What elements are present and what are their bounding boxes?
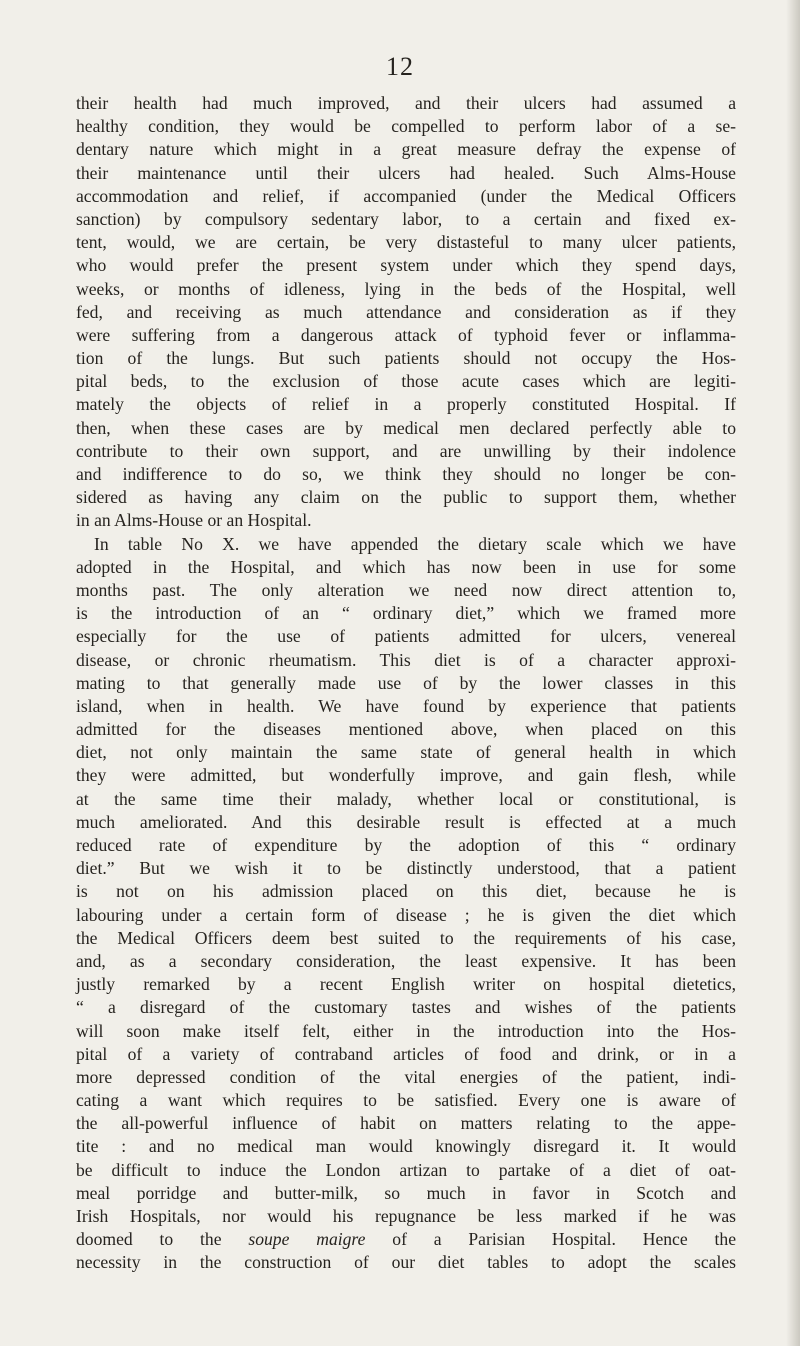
body-text: [76, 92, 736, 1275]
text-line: more depressed condition of the vital energies of the patient, indi-: [76, 1066, 736, 1087]
text-line: will soon make itself felt, either in the introduction into the Hos-: [76, 1020, 736, 1041]
text-line: mating to that generally made use of by the lower classes in this: [76, 672, 736, 693]
text-line: adopted in the Hospital, and which has now been in use for some: [76, 556, 736, 577]
text-line: necessity in the construction of our diet tables to adopt the scales: [76, 1252, 736, 1273]
text-line: the Medical Officers deem best suited to the requirements of his case,: [76, 927, 736, 948]
text-line: is not on his admission placed on this diet, because he is: [76, 881, 736, 902]
text-line-with-italic: [76, 1228, 736, 1251]
text-line: much ameliorated. And this desirable result is effected at a much: [76, 811, 736, 832]
text-line: were suffering from a dangerous attack of typhoid fever or inflamma-: [76, 324, 736, 345]
text-line: pital beds, to the exclusion of those acute cases which are legiti-: [76, 371, 736, 392]
text-line: diet.” But we wish it to be distinctly understood, that a patient: [76, 858, 736, 879]
text-line: they were admitted, but wonderfully improve, and gain flesh, while: [76, 765, 736, 786]
text-line: labouring under a certain form of disease ; he is given the diet which: [76, 904, 736, 925]
text-line: who would prefer the present system under which they spend days,: [76, 255, 736, 276]
text-line: at the same time their malady, whether local or constitutional, is: [76, 788, 736, 809]
text-line: mately the objects of relief in a properly constituted Hospital. If: [76, 394, 736, 415]
page-number: 12: [386, 52, 414, 81]
text-line: especially for the use of patients admitted for ulcers, venereal: [76, 626, 736, 647]
text-line: and indifference to do so, we think they should no longer be con-: [76, 464, 736, 484]
text-line: sanction) by compulsory sedentary labor, to a certain and fixed ex-: [76, 208, 736, 229]
paragraph-start-line: In table No X. we have appended the dietary scale which we have: [94, 533, 736, 554]
text-line: justly remarked by a recent English writer on hospital dietetics,: [76, 974, 736, 995]
text-line: tent, would, we are certain, be very distasteful to many ulcer patients,: [76, 232, 736, 253]
text-line: admitted for the diseases mentioned above, when placed on this: [76, 719, 736, 740]
text-line: reduced rate of expenditure by the adoption of this “ ordinary: [76, 835, 736, 855]
text-line: months past. The only alteration we need now direct attention to,: [76, 579, 736, 600]
text-line: disease, or chronic rheumatism. This diet is of a character approxi-: [76, 649, 736, 670]
text-line: island, when in health. We have found by experience that patients: [76, 695, 736, 716]
text-line: tite : and no medical man would knowingly disregard it. It would: [76, 1136, 736, 1157]
text-line: and, as a secondary consideration, the least expensive. It has been: [76, 950, 736, 971]
text-line: be difficult to induce the London artizan to partake of a diet of oat-: [76, 1159, 736, 1180]
text-line: weeks, or months of idleness, lying in the beds of the Hospital, well: [76, 278, 736, 299]
paragraph-end-line: in an Alms-House or an Hospital.: [76, 510, 312, 531]
text-line: healthy condition, they would be compelled to perform labor of a se-: [76, 116, 736, 137]
text-line: accommodation and relief, if accompanied (under the Medical Officers: [76, 185, 736, 206]
text-line: contribute to their own support, and are unwilling by their indolence: [76, 440, 736, 461]
text-line: their health had much improved, and their ulcers had assumed a: [76, 93, 736, 113]
text-line: Irish Hospitals, nor would his repugnance be less marked if he was: [76, 1206, 736, 1226]
text-line: cating a want which requires to be satisfied. Every one is aware of: [76, 1090, 736, 1111]
text-line: fed, and receiving as much attendance and consideration as if they: [76, 301, 736, 322]
text-line: dentary nature which might in a great measure defray the expense of: [76, 139, 736, 160]
text-segment: doomed to the: [76, 1229, 249, 1250]
text-line: tion of the lungs. But such patients should not occupy the Hos-: [76, 348, 736, 369]
text-line: their maintenance until their ulcers had healed. Such Alms-House: [76, 162, 736, 183]
text-line: sidered as having any claim on the public to support them, whether: [76, 487, 736, 508]
text-line: the all-powerful influence of habit on matters relating to the appe-: [76, 1113, 736, 1134]
text-segment: of a Parisian Hospital. Hence the: [365, 1229, 737, 1250]
text-line: pital of a variety of contraband articles of food and drink, or in a: [76, 1043, 736, 1064]
text-line: diet, not only maintain the same state of general health in which: [76, 742, 736, 763]
italic-phrase: soupe maigre: [248, 1229, 366, 1250]
page-edge-shadow: [786, 0, 800, 1346]
text-line: meal porridge and butter-milk, so much in favor in Scotch and: [76, 1182, 736, 1203]
text-line: “ a disregard of the customary tastes and wishes of the patients: [76, 997, 736, 1018]
text-line: then, when these cases are by medical men declared perfectly able to: [76, 417, 736, 438]
text-line: is the introduction of an “ ordinary diet,” which we framed more: [76, 603, 736, 624]
